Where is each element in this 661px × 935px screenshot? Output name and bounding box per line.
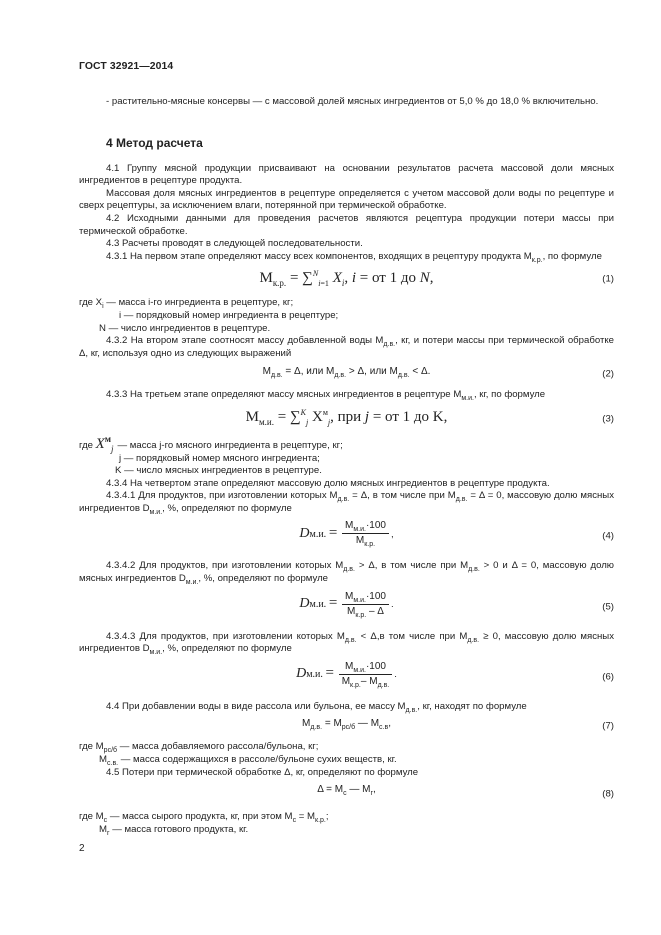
equation-1-number: (1) [602, 274, 614, 286]
equation-3 [79, 407, 614, 433]
equation-5-number: (5) [602, 601, 614, 613]
para-4-1b: Массовая доля мясных ингредиентов в рецептуре определяется с учетом массовой доли воды по рецептуре и сверх рецептуры, за исключением влаги, потерянной при термической обработке. [79, 187, 614, 212]
intro-paragraph: - растительно-мясные консервы — с массовой долей мясных ингредиентов от 5,0 % до 18,0 % включительно. [106, 96, 599, 107]
def-3-b: j — порядковый номер мясного ингредиента; [119, 452, 320, 464]
equation-3-number: (3) [602, 413, 614, 425]
para-4-2: 4.2 Исходными данными для проведения расчетов являются рецептура продукции потери массы при термической обработке. [79, 212, 614, 237]
para-4-3-4-3: 4.3.4.3 Для продуктов, при изготовлении которых $М_{д.в.} < \Delta,в$ том числе при $М_{д.в.} \ge 0$, массовую долю мясных ингредиентов $D_{м.и.}$, %, определяют по формуле [79, 630, 614, 657]
document-body [79, 96, 614, 836]
para-4-3-4-1: 4.3.4.1 Для продуктов, при изготовлении которых $М_{д.в.} = \Delta$, в том числе при $М_{д.в.} = \Delta = 0$, массовую долю мясных ингредиентов $D_{м.и.}$, %, определяют по формуле [79, 490, 614, 516]
para-4-5: 4.5 Потери при термической обработке Δ, кг, определяют по формуле [106, 766, 419, 778]
def-1-a: где $X_i$ — масса i-го ингредиента в рецептуре, кг; [79, 297, 294, 311]
para-4-3-4: 4.3.4 На четвертом этапе определяют массовую долю мясных ингредиентов в рецептуре продукта. [106, 477, 550, 489]
xjm-symbol: $X^м_j$ [95, 433, 114, 454]
equation-6-number: (6) [602, 671, 614, 683]
equation-1 [79, 268, 614, 292]
def-1-c: N — число ингредиентов в рецептуре. [99, 322, 271, 334]
equation-4-body: Dм.и. = $\frac{М_{м.и.}\cdot 100}{М_{к.р.}}$ , [299, 520, 394, 549]
page-number: 2 [79, 843, 85, 854]
para-4-3: 4.3 Расчеты проводят в следующей последовательности. [106, 238, 363, 250]
equation-3-body: $М_{м.и.} = \sum^K_j$ $X^м_j$, при j = от 1 до K, [245, 407, 448, 427]
equation-5-body: Dм.и. = $\frac{М_{м.и.}\cdot 100}{М_{к.р.} - \Delta}$ . [299, 590, 394, 619]
equation-8-body: $\Delta = М_с$ — $М_г$, [317, 784, 376, 798]
para-4-1: 4.1 Группу мясной продукции присваивают на основании результатов расчета массовой доли мясных ингредиентов в рецептуре продукта. [79, 162, 614, 187]
def-1-b: i — порядковый номер ингредиента в рецептуре; [119, 309, 339, 321]
def-7-b: $М_{с.в.}$ — масса содержащихся в рассоле/бульоне сухих веществ, кг. [99, 754, 397, 767]
equation-4-number: (4) [602, 531, 614, 543]
def-3-c: K — число мясных ингредиентов в рецептуре. [115, 465, 322, 477]
equation-4 [79, 520, 614, 554]
def-8-b: $М_г$ — масса готового продукта, кг. [99, 823, 249, 837]
def-7-a: где $М_{рс/б}$ — масса добавляемого рассола/бульона, кг; [79, 741, 319, 755]
para-4-3-3: 4.3.3 На третьем этапе определяют массу мясных ингредиентов в рецептуре $М_{м.и.}$, кг, по формуле [106, 389, 546, 403]
equation-8-number: (8) [602, 788, 614, 800]
para-4-3-2: 4.3.2 На втором этапе соотносят массу добавленной воды $М_{д.в.}$, кг, и потери массы при термической обработке Δ, кг, используя одно из следующих выражений [79, 335, 614, 359]
equation-2 [79, 366, 614, 384]
para-4-4: 4.4 При добавлении воды в виде рассола или бульона, ее массу $М_{д.в.}$, кг, находят по формуле [106, 700, 527, 714]
equation-1-body: $М_{к.р.} = \sum^N_{i=1}$ $X_i$, i = от 1 до N, [259, 269, 434, 289]
equation-2-number: (2) [602, 369, 614, 381]
running-header: ГОСТ 32921—2014 [79, 61, 174, 72]
def-8-a: где $М_с$ — масса сырого продукта, кг, при этом $М_с = М_{к.р.}$; [79, 811, 329, 825]
equation-6-body: Dм.и. = $\frac{М_{м.и.}\cdot 100}{М_{к.р.}- М_{д.в.}}$ . [296, 660, 397, 689]
section-title: 4 Метод расчета [106, 135, 203, 150]
para-4-3-4-2: 4.3.4.2 Для продуктов, при изготовлении которых $М_{д.в.} > \Delta$, в том числе при $М_{д.в.} > 0$ и Δ = 0, массовую долю мясных ингредиентов $D_{м.и.}$, %, определяют по формуле [79, 560, 614, 586]
equation-7-number: (7) [602, 721, 614, 733]
equation-2-body: $М_{д.в.} = \Delta$, или $М_{д.в.} > \Delta$, или $М_{д.в.} < \Delta$. [262, 366, 431, 380]
equation-6 [79, 661, 614, 695]
equation-7-body: $М_{д.в.} = М_{рс/б}$ — $М_{с.в}$, [302, 718, 391, 732]
equation-7 [79, 718, 614, 736]
equation-8 [79, 784, 614, 806]
def-3-a: где $X^м_j$ — масса j-го мясного ингредиента в рецептуре, кг; [79, 433, 343, 454]
equation-5 [79, 591, 614, 625]
para-4-3-1: 4.3.1 На первом этапе определяют массу всех компонентов, входящих в рецептуру продукта $М_{к.р.}$, по формуле [106, 250, 602, 264]
